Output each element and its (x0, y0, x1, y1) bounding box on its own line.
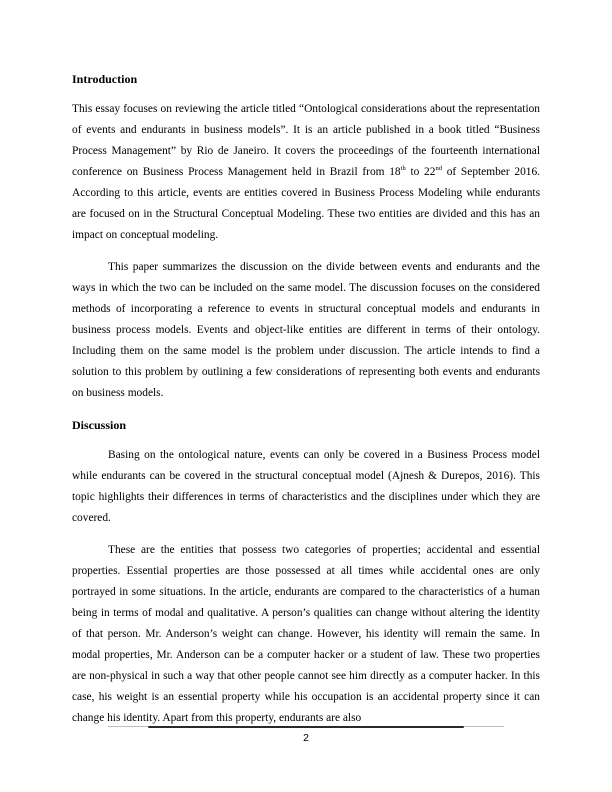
discussion-heading: Discussion (72, 418, 127, 432)
text-run: of September 2016. According to this article, events are entities covered in Business Process Modeling while endurants are focused on in the Structural Conceptual Modeling. These two entities are divided and this has an impact on conceptual modeling. (72, 166, 541, 241)
footer-divider-accent (148, 726, 464, 728)
introduction-heading: Introduction (72, 72, 138, 86)
superscript-ordinal: th (400, 165, 406, 173)
spacer (72, 90, 540, 99)
discussion-paragraph-1: Basing on the ontological nature, events can only be covered in a Business Process model while endurants can be covered in the structural conceptual model (Ajnesh & Durepos, 2016). This topic highlights their differences in terms of characteristics and the disciplines under which they are covered. (72, 449, 540, 524)
spacer (72, 529, 540, 540)
text-run: This essay focuses on reviewing the article titled “Ontological considerations about the representation of events and endurants in business models”. It is an article published in a book titled “Business Process Management” by Rio de Janeiro. It covers the proceedings of the fourteenth international conference on Business Process Management held in Brazil from 18 (72, 103, 540, 178)
spacer (72, 404, 540, 415)
text-run: to 22 (405, 166, 436, 178)
page-number: 2 (303, 732, 309, 744)
discussion-paragraph-2: These are the entities that possess two categories of properties; accidental and essential properties. Essential properties are those possessed at all times while accidental ones are only portrayed in some situations. In the article, endurants are compared to the characteristics of a human being in terms of modal and qualitative. A person’s qualities can change without altering the identity of that person. Mr. Anderson’s weight can change. However, his identity will remain the same. In modal properties, Mr. Anderson can be a computer hacker or a student of law. These two properties are non-physical in such a way that other people cannot see him directly as a computer hacker. In this case, his weight is an essential property while his occupation is an accidental property since it can change his identity. Apart from this property, endurants are also (72, 544, 540, 724)
spacer (72, 246, 540, 257)
footer-divider (108, 726, 504, 728)
spacer (72, 436, 540, 445)
superscript-ordinal: nd (435, 165, 442, 173)
introduction-paragraph-1 (72, 99, 540, 246)
introduction-paragraph-2: This paper summarizes the discussion on the divide between events and endurants and the ways in which the two can be included on the same model. The discussion focuses on the considered methods of incorporating a reference to events in structural conceptual models and endurants in business process models. Events and object-like entities are different in terms of their ontology. Including them on the same model is the problem under discussion. The article intends to find a solution to this problem by outlining a few considerations of representing both events and endurants on business models. (72, 261, 540, 399)
page-body (72, 69, 540, 729)
